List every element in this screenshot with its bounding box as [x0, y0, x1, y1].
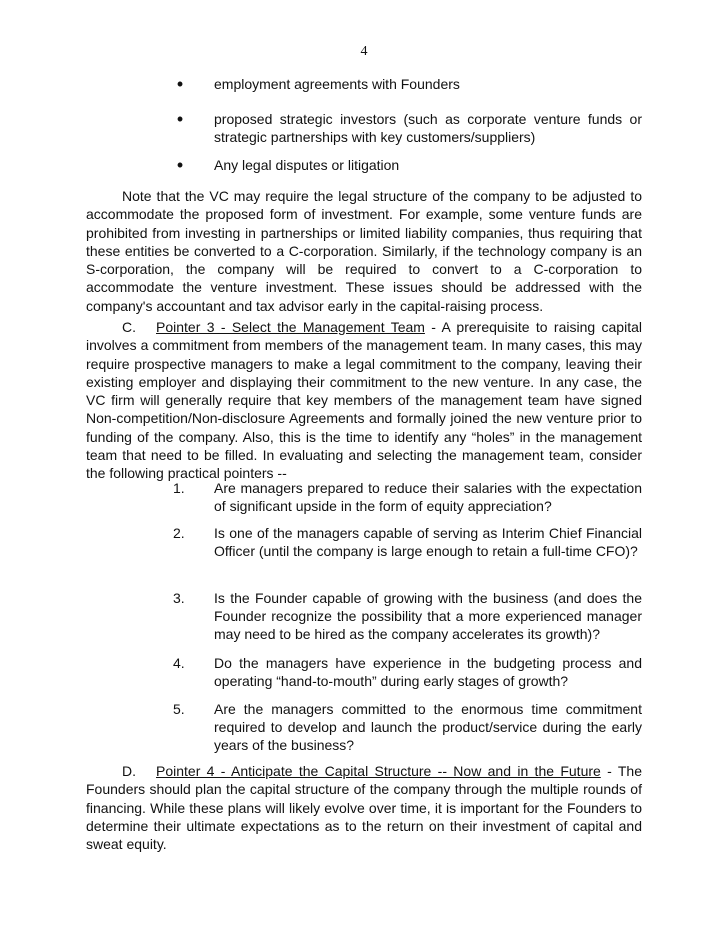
section-d-body: - The Founders should plan the capital structure of the company through the multiple rounds of financing. While these plans will likely evolve over time, it is important for the Founders to determine their ultimate expectations as to the return on their investment of capital and sweat equity.	[86, 763, 643, 853]
bullet-text: proposed strategic investors (such as corporate venture funds or strategic partnerships with key customers/suppliers)	[214, 111, 642, 145]
item-text: Is one of the managers capable of serving as Interim Chief Financial Officer (until the company is large enough to retain a full-time CFO)?	[214, 525, 642, 559]
section-c-letter: C.	[122, 319, 136, 335]
bullet-text: Any legal disputes or litigation	[214, 157, 400, 173]
note-paragraph	[86, 187, 642, 315]
section-d-paragraph	[86, 762, 642, 853]
section-c-body: - A prerequisite to raising capital involves a commitment from members of the management team. In many cases, this may require prospective managers to make a legal commitment to the company, leaving their existing employer and displaying their commitment to the new venture. In any case, the VC firm will generally require that key members of the management team have signed Non-competition/Non-disclosure Agreements and formally joined the new venture prior to funding of the company. Also, this is the time to identify any “holes” in the management team that need to be filled. In evaluating and selecting the management team, consider the following practical pointers --	[86, 319, 642, 482]
section-d-letter: D.	[122, 763, 136, 779]
item-text: Are managers prepared to reduce their salaries with the expectation of significant upside in the form of equity appreciation?	[214, 480, 642, 514]
bullet-text: employment agreements with Founders	[214, 76, 460, 92]
bullet-icon: •	[176, 109, 184, 129]
item-number: 3.	[173, 590, 185, 606]
item-number: 1.	[173, 480, 185, 496]
bullet-item	[0, 110, 728, 148]
item-number: 2.	[173, 525, 185, 541]
item-number: 5.	[173, 701, 185, 717]
note-text: Note that the VC may require the legal structure of the company to be adjusted to accommodate the proposed form of investment. For example, some venture funds are prohibited from investing in partnerships or limited liability companies, thus requiring that these entities be converted to a C-corporation. Similarly, if the technology company is an S-corporation, the company will be required to convert to a C-corporation to accommodate the venture investment. These issues should be addressed with the company's accountant and tax advisor early in the capital-raising process.	[86, 188, 642, 314]
item-text: Are the managers committed to the enormous time commitment required to develop and launch the product/service during the early years of the business?	[214, 701, 642, 753]
section-c-paragraph	[86, 318, 642, 483]
item-number: 4.	[173, 655, 185, 671]
page-number: 4	[360, 44, 368, 59]
section-d-heading: Pointer 4 - Anticipate the Capital Structure -- Now and in the Future	[156, 763, 601, 779]
bullet-icon: •	[176, 74, 184, 94]
item-text: Is the Founder capable of growing with the business (and does the Founder recognize the possibility that a more experienced manager may need to be hired as the company accelerates its growth)?	[214, 590, 642, 642]
bullet-item	[0, 156, 728, 176]
bullet-item	[0, 75, 728, 95]
bullet-icon: •	[176, 155, 184, 175]
item-text: Do the managers have experience in the budgeting process and operating “hand-to-mouth” during early stages of growth?	[214, 655, 642, 689]
section-c-heading: Pointer 3 - Select the Management Team	[156, 319, 425, 335]
